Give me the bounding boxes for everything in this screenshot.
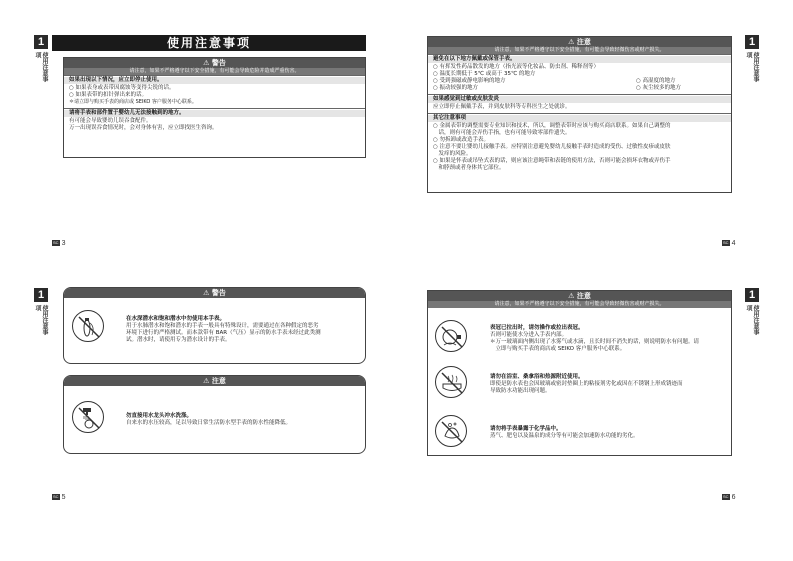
- list-item: ○ 灰尘较多的地方: [636, 85, 682, 91]
- caution-box: [427, 36, 732, 193]
- caution-subheader: 请注意，如果不严格遵守以下安全措施，有可能会导致轻微伤害或财产损失。: [428, 301, 731, 308]
- list-item: 和脖颈或者身体其它部位。: [433, 165, 505, 171]
- section-title: 如果出现以下情况，应立即停止使用。: [64, 77, 365, 84]
- lang-badge: SC: [723, 494, 729, 499]
- page-title: 使用注意事项: [52, 35, 366, 51]
- side-label: 使用注意事项: [745, 52, 759, 82]
- list-item: ○ 如果是怀表或吊坠式表的话，则应该注意绳带和表链的使用方法，否则可能会损坏衣物或弄伤手: [433, 158, 671, 164]
- item-title: 请勿将手表暴露于化学品中。: [490, 426, 562, 432]
- list-item: 有可能会导致婴幼儿误吞食配件。: [69, 118, 152, 124]
- chapter-tab: 1: [745, 288, 759, 302]
- item-title: 请勿在浴室、桑拿浴和热源附近使用。: [490, 374, 584, 380]
- section-allergy: [428, 94, 731, 113]
- page-number: [52, 239, 65, 248]
- list-item: ○ 如果表带的扣针弹出来的话。: [69, 92, 148, 98]
- chapter-tab: 1: [745, 35, 759, 49]
- section-title: 其它注意事项: [428, 115, 731, 122]
- item-line: 导致防水功能出现问题。: [490, 388, 551, 394]
- lang-badge: SC: [53, 494, 59, 499]
- item-line: 即使是防水表也会因玻璃或密封垫圈上的粘接剂劣化或因在不锈钢上形成锈迹而: [490, 381, 683, 387]
- list-item: ○ 有挥发性药品散发的地方（指光液等化妆品、防虫剂、稀释剂等）: [433, 64, 600, 70]
- list-item: ○ 温度长期低于 5℃ 或高于 35℃ 的地方: [433, 71, 536, 77]
- page-number-value: 4: [731, 240, 736, 247]
- crown-icon: [435, 320, 467, 352]
- section-title: 避免在以下地方佩戴或保管手表。: [428, 56, 731, 63]
- section-other: [428, 113, 731, 174]
- no-bath-icon: [435, 366, 467, 398]
- warning-subheader: 请注意，如果不严格遵守以下安全措施，有可能会导致危险并造成严重伤害。: [64, 68, 365, 75]
- list-item: [636, 71, 726, 78]
- item-line: ＊万一玻璃面内侧出现了水雾气或水滴，且长时间不消失的话，则说明防水有问题。请: [490, 339, 700, 345]
- page-number-value: 3: [61, 240, 66, 247]
- item-line: 否则可能使水分进入手表内部。: [490, 332, 568, 338]
- list-item: ○ 高湿度的地方: [636, 78, 676, 84]
- list-item: ○ 注意不要让婴幼儿接触手表。应特别注意避免婴幼儿接触手表时造成的受伤、过敏性皮疹或皮肤: [433, 144, 671, 150]
- item-title: 在水深潜水和饱和潜水中勿使用本手表。: [126, 316, 226, 322]
- side-label: 使用注意事项: [745, 305, 759, 335]
- chapter-tab: 1: [34, 288, 48, 302]
- item-line: 环境下进行的严格测试。而本款带有 BAR（气压）显示的防水手表未经过此类测: [126, 330, 321, 336]
- list-item: ○ 受到强磁或静电影响的地方: [433, 78, 506, 84]
- caution-item: [490, 426, 728, 440]
- list-item: 应立即停止佩戴手表，并到皮肤科等专科医生之处就诊。: [433, 104, 571, 110]
- list-item: 发痒的风险。: [433, 151, 472, 157]
- lang-badge: SC: [53, 240, 59, 245]
- section-storage: [428, 54, 731, 94]
- list-item: ○ 振动较强的地方: [433, 85, 479, 91]
- item-title: 表冠已拉出时，请勿操作或拉出表冠。: [490, 325, 584, 331]
- item-line: 立即与购买手表的商店或 SEIKO 客户服务中心联系。: [490, 346, 626, 352]
- item-title: 勿直接用水龙头冲水洗涤。: [126, 413, 193, 419]
- warning-box: [63, 57, 366, 158]
- caution-header: ⚠ 注意: [64, 376, 365, 386]
- no-tap-water-icon: [72, 401, 104, 433]
- list-item: ○ 勿拆卸或改造手表。: [433, 137, 490, 143]
- no-diving-icon: [72, 310, 104, 342]
- caution-box: [427, 290, 732, 456]
- item-line: 自来水的水压较高，足以导致日常生活防水型手表的防水性能降低。: [126, 420, 292, 426]
- section-stop-use: [64, 75, 365, 108]
- two-column-list: [433, 71, 726, 92]
- warning-header: ⚠ 警告: [64, 58, 365, 68]
- list-item: 话，则有可能会弄伤手指，也有可能导致零部件遗失。: [433, 130, 571, 136]
- caution-item: [490, 325, 728, 353]
- section-children: [64, 108, 365, 134]
- caution-box: [63, 375, 366, 454]
- caution-subheader: 请注意，如果不严格遵守以下安全措施，有可能会导致轻微伤害或财产损失。: [428, 47, 731, 54]
- side-label: 使用注意事项: [34, 52, 48, 82]
- list-item: 万一出现误吞食情况时，会对身体有害，应立即找医生咨询。: [69, 125, 218, 131]
- page-number-value: 5: [61, 494, 66, 501]
- page-number-value: 6: [731, 494, 736, 501]
- lang-badge: SC: [723, 240, 729, 245]
- caution-header: ⚠ 注意: [428, 37, 731, 47]
- no-chemicals-icon: [435, 415, 467, 447]
- list-item: ○ 金属表带的调整需要专业知识和技术，所以，调整表带时应该与购买商店联系。如果自己调整的: [433, 123, 671, 129]
- page-number: [722, 493, 735, 502]
- item-line: 蒸气、肥皂以及温泉的成分等有可能会加速防水功能的劣化。: [490, 433, 639, 439]
- page-number: [722, 239, 735, 248]
- list-item: ○ 如果表身或表带因腐蚀等变得尖锐的话。: [69, 85, 175, 91]
- side-label: 使用注意事项: [34, 305, 48, 335]
- warning-box: [63, 287, 366, 364]
- item-line: 试。潜水时，请使用专为潜水设计的手表。: [126, 337, 231, 343]
- section-title: 如果感觉到过敏或皮肤发炎: [428, 96, 731, 103]
- caution-item: [490, 374, 728, 395]
- warning-text: [126, 316, 361, 344]
- warning-header: ⚠ 警告: [64, 288, 365, 298]
- chapter-tab: 1: [34, 35, 48, 49]
- caution-header: ⚠ 注意: [428, 291, 731, 301]
- page-number: [52, 493, 65, 502]
- section-title: 请将手表和部件置于婴幼儿无法接触到的地方。: [64, 110, 365, 117]
- note: ＊请立即与购买手表的商店或 SEIKO 客户服务中心联系。: [69, 99, 197, 105]
- item-line: 用于水肺潜水和饱和潜水的手表一般具有特殊设计，需要通过在各种假定的恶劣: [126, 323, 319, 329]
- caution-text: [126, 413, 361, 427]
